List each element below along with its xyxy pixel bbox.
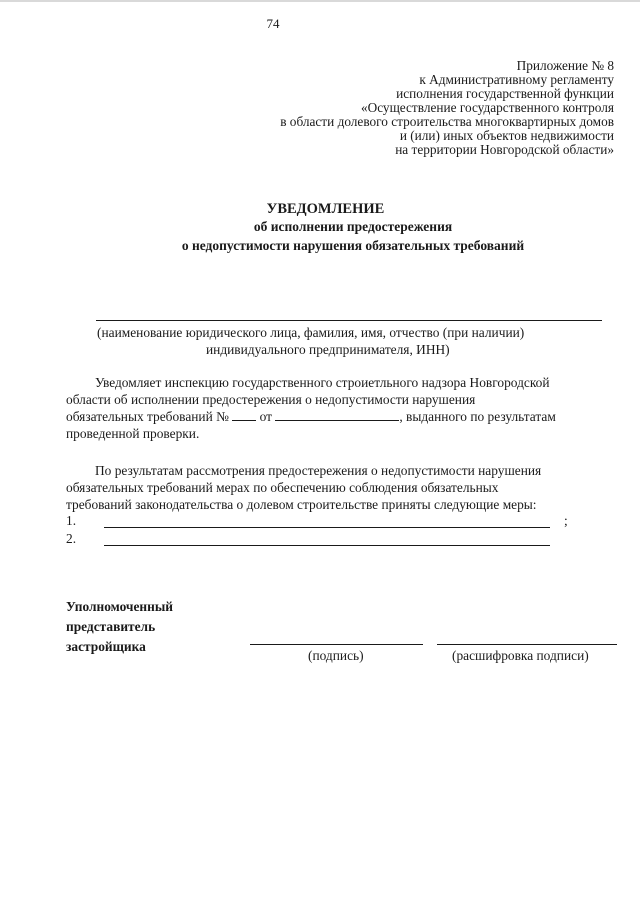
- entity-caption-line2: индивидуального предпринимателя, ИНН): [206, 342, 450, 357]
- signer-line: застройщика: [66, 639, 146, 654]
- entity-caption-line1: (наименование юридического лица, фамилия, имя, отчество (при наличии): [97, 325, 525, 340]
- appendix-line: на территории Новгородской области»: [395, 142, 614, 157]
- appendix-line: «Осуществление государственного контроля: [360, 100, 614, 115]
- measure-item-number: 2.: [66, 531, 77, 546]
- page-number: 74: [266, 16, 280, 31]
- signature-decode-line: [437, 644, 617, 645]
- warning-number-blank: [232, 408, 256, 421]
- signer-line: Уполномоченный: [66, 599, 174, 614]
- appendix-line: и (или) иных объектов недвижимости: [399, 128, 614, 143]
- signature-line: [250, 644, 423, 645]
- warning-date-blank: [275, 408, 399, 421]
- requirements-number-label: обязательных требований №: [66, 409, 229, 424]
- appendix-header: [194, 59, 614, 157]
- title-sub-line: о недопустимости нарушения обязательных требований: [181, 238, 525, 253]
- signature-label: (подпись): [308, 648, 364, 663]
- issued-label: , выданного по результатам: [399, 409, 556, 424]
- appendix-line: к Административному регламенту: [419, 72, 614, 87]
- paragraph-line: требований законодательства о долевом строительстве приняты следующие меры:: [66, 497, 537, 512]
- title-main: УВЕДОМЛЕНИЕ: [266, 201, 385, 217]
- paragraph-line: обязательных требований мерах по обеспечению соблюдения обязательных: [66, 480, 499, 495]
- paragraph-line: Уведомляет инспекцию государственного строиетльного надзора Новгородской: [95, 375, 550, 390]
- appendix-line: Приложение № 8: [516, 58, 614, 73]
- scan-edge: [0, 0, 640, 2]
- entity-name-line: [96, 320, 602, 321]
- measure-item-number: 1.: [66, 513, 77, 528]
- measure-item-line: [104, 527, 550, 528]
- paragraph-line: области об исполнении предостережения о недопустимости нарушения: [66, 392, 476, 407]
- appendix-line: в области долевого строительства многоквартирных домов: [280, 114, 614, 129]
- paragraph-measures: [66, 462, 618, 513]
- measure-item-line: [104, 545, 550, 546]
- paragraph-line: проведенной проверки.: [66, 426, 200, 441]
- signer-title: [66, 597, 173, 657]
- signer-line: представитель: [66, 619, 156, 634]
- paragraph-notification: [66, 374, 618, 442]
- appendix-line: исполнения государственной функции: [396, 86, 614, 101]
- paragraph-line: По результатам рассмотрения предостережения о недопустимости нарушения: [95, 463, 542, 478]
- title-sub-line: об исполнении предостережения: [253, 219, 453, 234]
- measure-item-end: ;: [564, 513, 568, 528]
- document-title: [0, 201, 640, 255]
- paragraph-line: [66, 408, 618, 425]
- date-label: от: [259, 409, 272, 424]
- signature-decode-label: (расшифровка подписи): [452, 648, 589, 663]
